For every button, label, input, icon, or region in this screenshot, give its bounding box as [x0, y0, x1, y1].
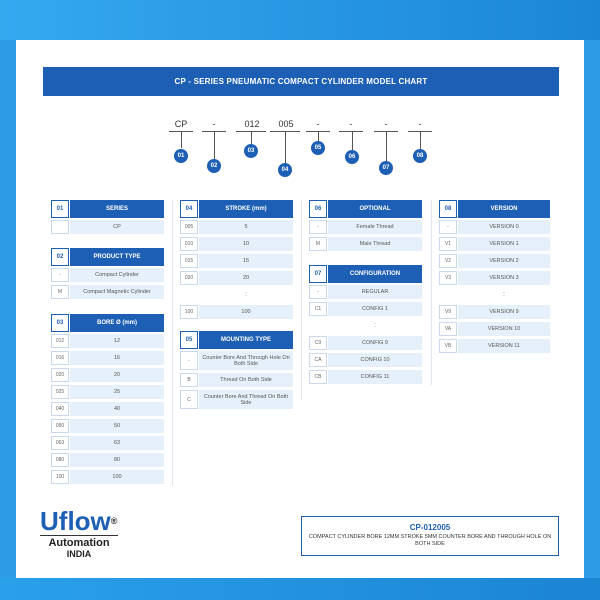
registered-mark: ® — [110, 516, 118, 526]
table-number: 05 — [180, 331, 198, 349]
logo-wordmark: flow — [58, 506, 111, 536]
table-number: 03 — [51, 314, 69, 332]
table-row — [51, 285, 164, 299]
code-underline — [339, 131, 363, 132]
table-stroke — [180, 200, 293, 322]
code-part-stroke: 005 — [278, 119, 294, 129]
logo-letter-u: U — [40, 506, 59, 536]
option-desc: VERSION 0 — [458, 220, 550, 234]
option-desc: 100 — [70, 470, 164, 484]
code-connector — [251, 132, 252, 144]
option-desc: VERSION 11 — [458, 339, 550, 353]
option-desc: 20 — [70, 368, 164, 382]
option-desc: 40 — [70, 402, 164, 416]
table-row-ellipsis — [309, 319, 422, 333]
table-number: 06 — [309, 200, 327, 218]
table-configuration — [309, 265, 422, 387]
table-number: 01 — [51, 200, 69, 218]
table-row — [180, 373, 293, 387]
option-desc: 25 — [70, 385, 164, 399]
option-desc: VERSION 10 — [458, 322, 550, 336]
table-header: CONFIGURATION — [328, 265, 422, 283]
option-code: C9 — [309, 336, 327, 350]
option-code: C1 — [309, 302, 327, 316]
table-series — [51, 200, 164, 237]
table-header: VERSION — [458, 200, 550, 218]
option-desc: CONFIG 9 — [328, 336, 422, 350]
table-number: 07 — [309, 265, 327, 283]
option-code: 100 — [51, 470, 69, 484]
table-row — [309, 370, 422, 384]
code-connector — [214, 132, 215, 159]
option-code: - — [309, 220, 327, 234]
brand-logo — [40, 508, 118, 559]
option-code: 100 — [180, 305, 198, 319]
table-row — [51, 334, 164, 348]
option-desc: Thread On Both Side — [199, 373, 293, 387]
option-code: 050 — [51, 419, 69, 433]
chart-title: CP - SERIES PNEUMATIC COMPACT CYLINDER MODEL CHART — [43, 67, 559, 96]
option-code: 020 — [51, 368, 69, 382]
option-code: M — [309, 237, 327, 251]
table-row — [51, 351, 164, 365]
table-header: BORE Ø (mm) — [70, 314, 164, 332]
code-part-optional: - — [349, 119, 353, 129]
step-badge-03: 03 — [244, 144, 258, 158]
code-connector — [386, 132, 387, 161]
table-row-ellipsis — [439, 288, 550, 302]
table-header: PRODUCT TYPE — [70, 248, 164, 266]
code-connector — [318, 132, 319, 141]
table-row — [309, 302, 422, 316]
option-desc: Counter Bore And Through Hole On Both Side — [199, 351, 293, 370]
option-desc: CP — [70, 220, 164, 234]
option-code: 080 — [51, 453, 69, 467]
table-number: 02 — [51, 248, 69, 266]
option-code: 025 — [51, 385, 69, 399]
option-code: 020 — [180, 271, 198, 285]
option-code: V9 — [439, 305, 457, 319]
option-desc: Compact Cylinder — [70, 268, 164, 282]
table-row — [309, 353, 422, 367]
table-row-ellipsis — [180, 288, 293, 302]
option-code: V2 — [439, 254, 457, 268]
step-badge-08: 08 — [413, 149, 427, 163]
option-code: 005 — [180, 220, 198, 234]
option-desc: VERSION 1 — [458, 237, 550, 251]
table-version — [439, 200, 550, 356]
option-desc: 50 — [70, 419, 164, 433]
table-header: MOUNTING TYPE — [199, 331, 293, 349]
example-code: CP-012005 — [409, 523, 451, 532]
table-row — [51, 453, 164, 467]
table-header: SERIES — [70, 200, 164, 218]
background-band-top — [0, 0, 600, 40]
option-code: - — [180, 351, 198, 370]
option-desc: 100 — [199, 305, 293, 319]
step-badge-06: 06 — [345, 150, 359, 164]
option-desc: 20 — [199, 271, 293, 285]
option-code — [180, 288, 198, 302]
table-row — [180, 351, 293, 370]
option-code: VB — [439, 339, 457, 353]
table-row — [180, 390, 293, 409]
option-desc: : — [245, 291, 247, 298]
option-desc: 16 — [70, 351, 164, 365]
table-row — [180, 254, 293, 268]
step-badge-01: 01 — [174, 149, 188, 163]
option-desc: : — [374, 322, 376, 329]
option-desc: 5 — [199, 220, 293, 234]
table-optional — [309, 200, 422, 254]
table-row — [180, 305, 293, 319]
option-code: M — [51, 285, 69, 299]
option-code: 015 — [180, 254, 198, 268]
option-code: C — [180, 390, 198, 409]
table-row — [439, 220, 550, 234]
table-row — [439, 271, 550, 285]
column-separator — [301, 200, 302, 400]
table-row — [51, 470, 164, 484]
example-box — [301, 516, 559, 556]
table-row — [309, 220, 422, 234]
code-part-version: - — [418, 119, 422, 129]
table-row — [51, 268, 164, 282]
step-badge-07: 07 — [379, 161, 393, 175]
table-row — [180, 271, 293, 285]
table-number: 04 — [180, 200, 198, 218]
option-desc: Compact Magnetic Cylinder — [70, 285, 164, 299]
option-code: - — [51, 268, 69, 282]
table-row — [439, 237, 550, 251]
option-code: 063 — [51, 436, 69, 450]
table-row — [51, 436, 164, 450]
option-code: 012 — [51, 334, 69, 348]
table-row — [439, 305, 550, 319]
code-part-product: - — [212, 119, 216, 129]
option-desc: 15 — [199, 254, 293, 268]
table-row — [439, 339, 550, 353]
option-code: 016 — [51, 351, 69, 365]
table-bore — [51, 314, 164, 487]
column-separator — [431, 200, 432, 385]
option-desc: 10 — [199, 237, 293, 251]
table-row — [309, 285, 422, 299]
step-badge-04: 04 — [278, 163, 292, 177]
option-desc: 12 — [70, 334, 164, 348]
option-code — [439, 288, 457, 302]
table-row — [51, 419, 164, 433]
table-row — [439, 322, 550, 336]
code-connector — [420, 132, 421, 149]
column-separator — [172, 200, 173, 485]
option-desc: Female Thread — [328, 220, 422, 234]
code-connector — [181, 132, 182, 148]
option-code: CA — [309, 353, 327, 367]
table-row — [51, 368, 164, 382]
option-desc: Counter Bore And Thread On Both Side — [199, 390, 293, 409]
option-code: B — [180, 373, 198, 387]
logo-country: INDIA — [66, 549, 92, 559]
code-connector — [352, 132, 353, 150]
table-row — [439, 254, 550, 268]
option-code: - — [439, 220, 457, 234]
table-header: STROKE (mm) — [199, 200, 293, 218]
option-desc: CONFIG 10 — [328, 353, 422, 367]
table-number: 08 — [439, 200, 457, 218]
option-desc: CONFIG 1 — [328, 302, 422, 316]
step-badge-05: 05 — [311, 141, 325, 155]
table-mounting-type — [180, 331, 293, 412]
code-part-bore: 012 — [244, 119, 260, 129]
option-desc: CONFIG 11 — [328, 370, 422, 384]
step-badge-02: 02 — [207, 159, 221, 173]
logo-tagline: Automation — [40, 535, 118, 549]
table-row — [309, 336, 422, 350]
option-desc: VERSION 2 — [458, 254, 550, 268]
table-row — [180, 220, 293, 234]
table-row — [51, 385, 164, 399]
option-desc: REGULAR — [328, 285, 422, 299]
option-desc: : — [503, 291, 505, 298]
option-code: 010 — [180, 237, 198, 251]
table-row — [51, 402, 164, 416]
option-desc: VERSION 3 — [458, 271, 550, 285]
background-band-bottom — [0, 578, 600, 600]
option-code: 040 — [51, 402, 69, 416]
option-desc: 63 — [70, 436, 164, 450]
option-code: - — [309, 285, 327, 299]
code-part-mounting: - — [316, 119, 320, 129]
code-part-series: CP — [174, 119, 188, 129]
option-code: VA — [439, 322, 457, 336]
option-code: V1 — [439, 237, 457, 251]
table-row — [180, 237, 293, 251]
option-code: V3 — [439, 271, 457, 285]
option-code: CB — [309, 370, 327, 384]
code-connector — [285, 132, 286, 163]
code-part-configuration: - — [384, 119, 388, 129]
example-description: COMPACT CYLINDER BORE 12MM STROKE 5MM COUNTER BORE AND THROUGH HOLE ON BOTH SIDE — [308, 534, 552, 547]
table-product-type — [51, 248, 164, 302]
option-code — [51, 220, 69, 234]
table-header: OPTIONAL — [328, 200, 422, 218]
table-row — [309, 237, 422, 251]
option-desc: 80 — [70, 453, 164, 467]
option-desc: VERSION 9 — [458, 305, 550, 319]
table-row — [51, 220, 164, 234]
option-code — [309, 319, 327, 333]
option-desc: Male Thread — [328, 237, 422, 251]
